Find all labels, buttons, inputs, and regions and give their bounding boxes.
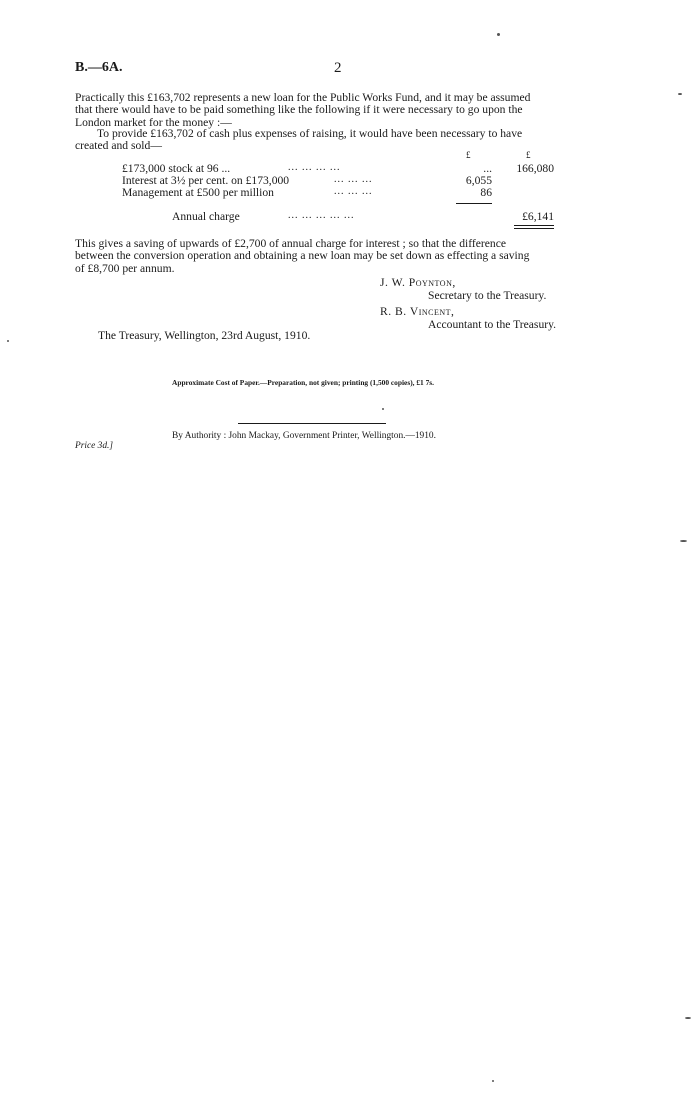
total-value: £6,141 [522, 210, 554, 223]
currency-header-col1: £ [466, 150, 471, 160]
signatory-title: Secretary to the Treasury. [428, 289, 547, 302]
row-col1-value: 6,055 [465, 174, 492, 187]
scan-speck [7, 340, 9, 342]
document-reference: B.—6A. [75, 60, 123, 75]
leader-dots: ... ... ... [334, 174, 373, 185]
paragraph-provision [75, 128, 603, 153]
total-double-rule-bottom [514, 228, 554, 229]
leader-dots: ... ... ... ... ... [288, 210, 355, 221]
row-col1-value: 86 [480, 186, 492, 199]
table-row [122, 186, 274, 199]
total-double-rule-top [514, 225, 554, 226]
scan-speck [497, 33, 500, 36]
leader-dots: ... ... ... ... [288, 162, 341, 173]
paragraph-saving [75, 238, 603, 275]
price-note: Price 3d.] [75, 441, 114, 451]
leader-dots: ... ... ... [334, 186, 373, 197]
scan-speck [680, 540, 687, 542]
row-label: Interest at 3½ per cent. on £173,000 [122, 174, 290, 187]
signatory-name: J. W. Poynton, [380, 276, 456, 289]
row-col2-value: 166,080 [516, 162, 554, 175]
paragraph-line: of £8,700 per annum. [75, 261, 175, 275]
page-number: 2 [334, 60, 342, 76]
print-mark [382, 408, 384, 410]
paragraph-line: Practically this £163,702 represents a new loan for the Public Works Fund, and it may be assumed [75, 91, 531, 104]
printer-authority: By Authority : John Mackay, Government Printer, Wellington.—1910. [172, 431, 436, 441]
scan-speck [685, 1017, 691, 1019]
dateline: The Treasury, Wellington, 23rd August, 1910. [98, 329, 311, 342]
footer-rule [238, 423, 386, 424]
paragraph-line: created and sold— [75, 139, 162, 153]
cost-note: Approximate Cost of Paper.—Preparation, not given; printing (1,500 copies), £1 7s. [172, 378, 435, 387]
total-label: Annual charge [172, 210, 240, 223]
row-label: Management at £500 per million [122, 186, 274, 199]
paragraph-line: that there would have to be paid something like the following if it were necessary to go upon the [75, 103, 523, 117]
signatory-name: R. B. Vincent, [380, 305, 455, 318]
currency-header-col2: £ [526, 150, 531, 160]
row-col1-value: ... [483, 162, 492, 175]
row-label: £173,000 stock at 96 ... [122, 162, 231, 175]
paragraph-line: This gives a saving of upwards of £2,700 of annual charge for interest ; so that the difference [75, 237, 506, 250]
paragraph-line: London market for the money :— [75, 115, 232, 129]
subtotal-rule [456, 203, 492, 204]
paragraph-line: between the conversion operation and obtaining a new loan may be set down as effecting a saving [75, 249, 530, 263]
scan-speck [492, 1080, 494, 1082]
signatory-title: Accountant to the Treasury. [428, 318, 557, 331]
paragraph-loan-intro [75, 92, 603, 129]
paragraph-line: To provide £163,702 of cash plus expenses of raising, it would have been necessary to have [97, 127, 523, 140]
scan-speck [678, 93, 682, 95]
